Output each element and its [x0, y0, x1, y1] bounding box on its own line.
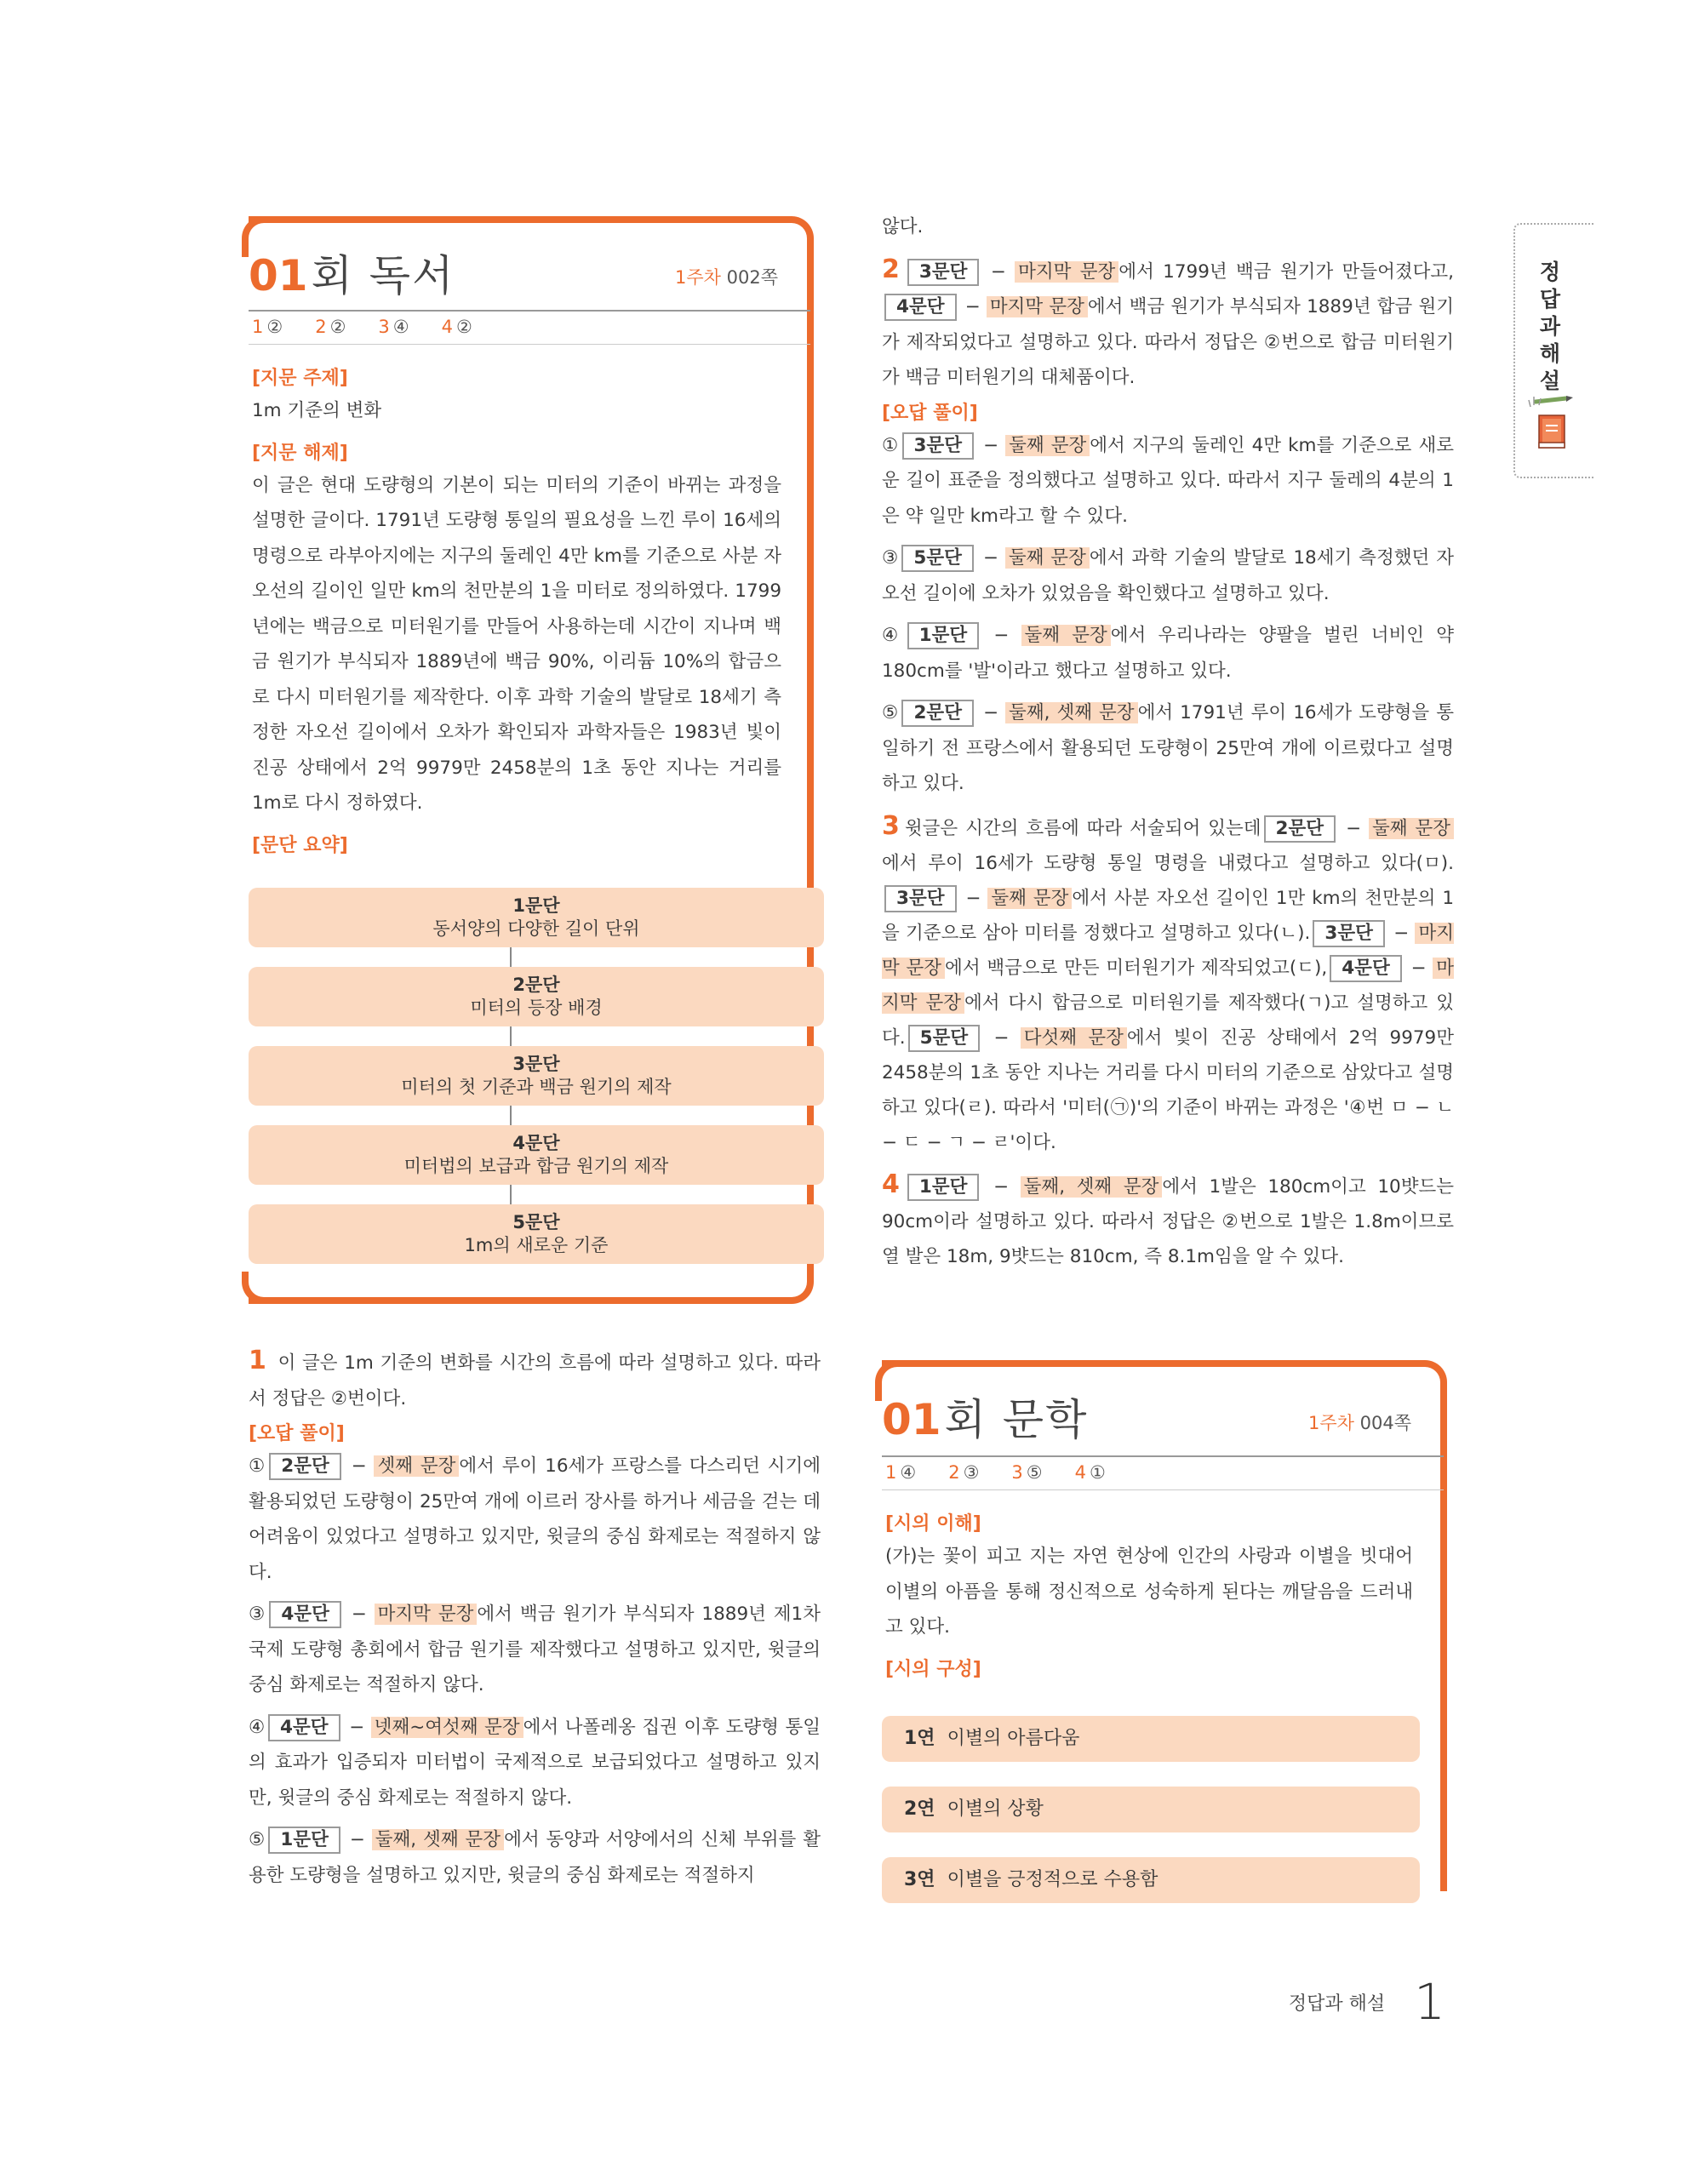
paragraph-tag: 2문단: [269, 1453, 341, 1480]
left-wrong-item: ④ 4문단 − 넷째~여섯째 문장 에서 나폴레옹 집권 이후 도량형 통일의 효과가 입증되자 미터법이 국제적으로 보급되었다고 설명하고 있지만, 윗글의 중심 화제로는 적절하지 않다.: [249, 1710, 821, 1816]
right-wrong-item: ① 3문단 − 둘째 문장 에서 지구의 둘레인 4만 km를 기준으로 새로운 길이 표준을 정의했다고 설명하고 있다. 따라서 지구 둘레의 4분의 1은 약 일만 km라고 할 수 있다.: [882, 428, 1454, 535]
box2-week: 1주차: [1308, 1413, 1354, 1433]
side-tab-label: 정답과해설: [1539, 260, 1561, 393]
q2-number: 2: [882, 254, 900, 284]
q3-explanation: 3 윗글은 시간의 흐름에 따라 서술되어 있는데 2문단 − 둘째 문장에서 루이 16세가 도량형 통일 명령을 내렸다고 설명하고 있다(ㅁ).3문단 − 둘째 문장 에서 사분 자오선 길이인 1만 km의 천만분의 1을 기준으로 삼아 미터를 정했다고 설명하고 있다(ㄴ). 3문단 − 마지막 문장 에서 백금으로 만든 미터원기가 제작되었고(ㄷ), 4문단 − 마지막 문장 에서 다시 합금으로 미터원기를 제작했다(ㄱ)고 설명하고 있다. 5문단 − 다섯째 문장 에서 빛이 진공 상태에서 2억 9979만 2458분의 1초 동안 지나는 거리를 다시 미터의 기준으로 삼았다고 설명하고 있다(ㄹ). 따라서 '미터(㉠)'의 기준이 바뀌는 과정은 '④번 ㅁ − ㄴ − ㄷ − ㄱ − ㄹ'이다.: [882, 810, 1455, 1153]
paragraph-tag: 4문단: [269, 1601, 341, 1628]
paragraph-tag: 2문단: [901, 700, 974, 727]
box2-answer: 3 ⑤: [1011, 1462, 1043, 1483]
box2-answer: 2 ③: [948, 1462, 980, 1483]
summary-list: [249, 888, 827, 1288]
paragraph-tag: 2문단: [1264, 815, 1336, 843]
right-wrong-label: [오답 풀이]: [882, 402, 978, 424]
box1-rule-bottom: [249, 344, 810, 345]
box2-answer: 1 ④: [885, 1462, 917, 1483]
sentence-highlight: 둘째 문장: [1369, 818, 1454, 839]
summary-item: 1문단 동서양의 다양한 길이 단위: [249, 888, 824, 947]
right-wrong-item: ③ 5문단 − 둘째 문장 에서 과학 기술의 발달로 18세기 측정했던 자오선 길이에 오차가 있었음을 확인했다고 설명하고 있다.: [882, 540, 1454, 611]
box2-number: 01: [882, 1395, 941, 1444]
paragraph-tag: 1문단: [268, 1827, 340, 1854]
box1-answer: 4 ②: [441, 317, 472, 337]
paragraph-tag: 3문단: [1313, 920, 1385, 947]
box2-rule-bottom: [882, 1489, 1444, 1490]
box1-answer: 2 ②: [315, 317, 346, 337]
continuation-text: 않다.: [882, 216, 924, 237]
paragraph-tag: 1문단: [907, 622, 980, 649]
q4-explanation: 4 1문단 − 둘째, 셋째 문장 에서 1발은 180cm이고 10뱟드는 90cm이라 설명하고 있다. 따라서 정답은 ②번으로 1발은 1.8m이므로 열 발은 18m, 9뱟드는 810cm, 즉 8.1m임을 알 수 있다.: [882, 1169, 1454, 1267]
box2-rule: [882, 1455, 1444, 1457]
box1-number: 01: [249, 251, 308, 300]
paragraph-tag: 1문단: [907, 1174, 980, 1201]
q3-number: 3: [882, 810, 900, 841]
right-explanations: [882, 209, 1454, 1274]
book-pencil-icon: [1527, 393, 1575, 453]
summary-item: 3문단 미터의 첫 기준과 백금 원기의 제작: [249, 1046, 824, 1106]
poem-understanding-label: [시의 이해]: [885, 1513, 981, 1535]
box2: [882, 1360, 1454, 1905]
box2-answers: [885, 1462, 1106, 1483]
page-footer: [1289, 1973, 1445, 2031]
page-number: 1: [1414, 1973, 1445, 2031]
box1-answer: 3 ④: [378, 317, 409, 337]
box1-title: 회 독서: [311, 251, 455, 300]
box1-answers: [252, 317, 472, 337]
sentence-highlight: 마지막 문장: [1015, 261, 1118, 283]
box1-answer: 1 ②: [252, 317, 283, 337]
analysis-label: [지문 해제]: [252, 442, 348, 464]
summary-item: 2문단 미터의 등장 배경: [249, 967, 824, 1026]
sentence-highlight: 마지막 문장: [882, 957, 1454, 1014]
summary-item: 5문단 1m의 새로운 기준: [249, 1204, 824, 1264]
paragraph-tag: 4문단: [1330, 955, 1402, 982]
sentence-highlight: 둘째 문장: [1005, 547, 1090, 569]
q1-explanation: 1 이 글은 1m 기준의 변화를 시간의 흐름에 따라 설명하고 있다. 따라서 정답은 ②번이다.: [249, 1346, 821, 1409]
analysis-text: 이 글은 현대 도량형의 기본이 되는 미터의 기준이 바뀌는 과정을 설명한 글이다. 1791년 도량형 통일의 필요성을 느낀 루이 16세의 명령으로 라부아지에는 지구의 둘레인 4만 km를 기준으로 사분 자오선의 길이인 일만 km의 천만분의 1을 미터로 정의하였다. 1799년에는 백금으로 미터원기를 만들어 사용하는데 시간이 지나며 백금 원기가 부식되자 1889년에 백금 90%, 이리듐 10%의 합금으로 다시 미터원기를 제작한다. 이후 과학 기술의 발달로 18세기 측정한 자오선 길이에서 오차가 확인되자 과학자들은 1983년 빛이 진공 상태에서 2억 9979만 2458분의 1초 동안 지나는 거리를 1m로 다시 정하였다.: [252, 474, 781, 814]
box2-heading: [882, 1386, 1088, 1447]
poem-stanza-item: 1연 이별의 아름다움: [882, 1716, 1420, 1762]
sentence-highlight: 둘째 문장: [1021, 625, 1111, 646]
side-tab: [1513, 223, 1593, 478]
box2-title: 회 문학: [944, 1395, 1089, 1444]
paragraph-tag: 4문단: [268, 1714, 340, 1741]
sentence-highlight: 마지막 문장: [375, 1604, 478, 1625]
right-wrong-item: ④ 1문단 − 둘째 문장 에서 우리나라는 양팔을 벌린 너비인 약 180cm를 '발'이라고 했다고 설명하고 있다.: [882, 618, 1454, 689]
poem-stanza-item: 2연 이별의 상황: [882, 1787, 1420, 1832]
q4-number: 4: [882, 1169, 900, 1199]
sentence-highlight: 다섯째 문장: [1021, 1027, 1127, 1049]
box1-page-ref: [675, 264, 778, 289]
box1: [249, 216, 821, 1306]
box1-heading: [249, 242, 455, 303]
poem-understanding-text: (가)는 꽃이 피고 지는 자연 현상에 인간의 사랑과 이별을 빗대어 이별의 아픔을 통해 정신적으로 성숙하게 된다는 깨달음을 드러내고 있다.: [885, 1546, 1413, 1638]
paragraph-tag: 3문단: [884, 885, 957, 912]
sentence-highlight: 둘째 문장: [1005, 435, 1090, 456]
paragraph-tag: 5문단: [908, 1025, 981, 1052]
right-wrong-item: ⑤ 2문단 − 둘째, 셋째 문장 에서 1791년 루이 16세가 도량형을 통일하기 전 프랑스에서 활용되던 도량형이 25만여 개에 이르렀다고 설명하고 있다.: [882, 695, 1454, 802]
sentence-highlight: 마지막 문장: [882, 922, 1454, 979]
sentence-highlight: 둘째, 셋째 문장: [372, 1829, 504, 1850]
paragraph-tag: 3문단: [907, 259, 980, 286]
box2-page-ref: [1308, 1409, 1411, 1435]
sentence-highlight: 둘째 문장: [987, 888, 1072, 909]
left-wrong-item: ① 2문단 − 셋째 문장 에서 루이 16세가 프랑스를 다스리던 시기에 활용되었던 도량형이 25만여 개에 이르러 장사를 하거나 세금을 걷는 데 어려움이 있었다고 설명하고 있지만, 윗글의 중심 화제로는 적절하지 않다.: [249, 1449, 821, 1590]
poem-structure-label: [시의 구성]: [885, 1658, 981, 1680]
topic-label: [지문 주제]: [252, 368, 348, 389]
left-wrong-item: ③ 4문단 − 마지막 문장 에서 백금 원기가 부식되자 1889년 제1차 국제 도량형 총회에서 합금 원기를 제작했다고 설명하고 있지만, 윗글의 중심 화제로는 적절하지 않다.: [249, 1597, 821, 1703]
left-wrong-label: [오답 풀이]: [249, 1423, 345, 1444]
box2-page: 004쪽: [1359, 1413, 1411, 1433]
q1-number: 1: [249, 1346, 266, 1375]
paragraph-tag: 4문단: [884, 294, 957, 321]
sentence-highlight: 둘째, 셋째 문장: [1005, 702, 1138, 723]
topic-text: 1m 기준의 변화: [252, 400, 382, 421]
box2-answer: 4 ①: [1074, 1462, 1106, 1483]
sentence-highlight: 넷째~여섯째 문장: [371, 1717, 523, 1738]
footer-title: 정답과 해설: [1288, 1992, 1386, 2015]
summary-item: 4문단 미터법의 보급과 합금 원기의 제작: [249, 1125, 824, 1185]
poem-stanza-item: 3연 이별을 긍정적으로 수용함: [882, 1857, 1420, 1903]
box1-week: 1주차: [675, 267, 721, 288]
summary-label: [문단 요약]: [252, 834, 348, 856]
q2-explanation: 2 3문단 − 마지막 문장 에서 1799년 백금 원기가 만들어졌다고,4문단 − 마지막 문장 에서 백금 원기가 부식되자 1889년 합금 원기가 제작되었다고 설명하고 있다. 따라서 정답은 ②번으로 합금 미터원기가 백금 미터원기의 대체품이다.: [882, 254, 1455, 388]
left-wrong-item: ⑤ 1문단 − 둘째, 셋째 문장 에서 동양과 서양에서의 신체 부위를 활용한 도량형을 설명하고 있지만, 윗글의 중심 화제로는 적절하지: [249, 1822, 821, 1893]
left-explanations: [249, 1343, 821, 1893]
paragraph-tag: 3문단: [902, 432, 975, 460]
box1-page: 002쪽: [726, 267, 778, 288]
sentence-highlight: 셋째 문장: [374, 1455, 459, 1477]
paragraph-tag: 5문단: [901, 545, 974, 572]
sentence-highlight: 마지막 문장: [987, 296, 1088, 317]
box1-rule: [249, 310, 810, 312]
sentence-highlight: 둘째, 셋째 문장: [1021, 1176, 1163, 1198]
